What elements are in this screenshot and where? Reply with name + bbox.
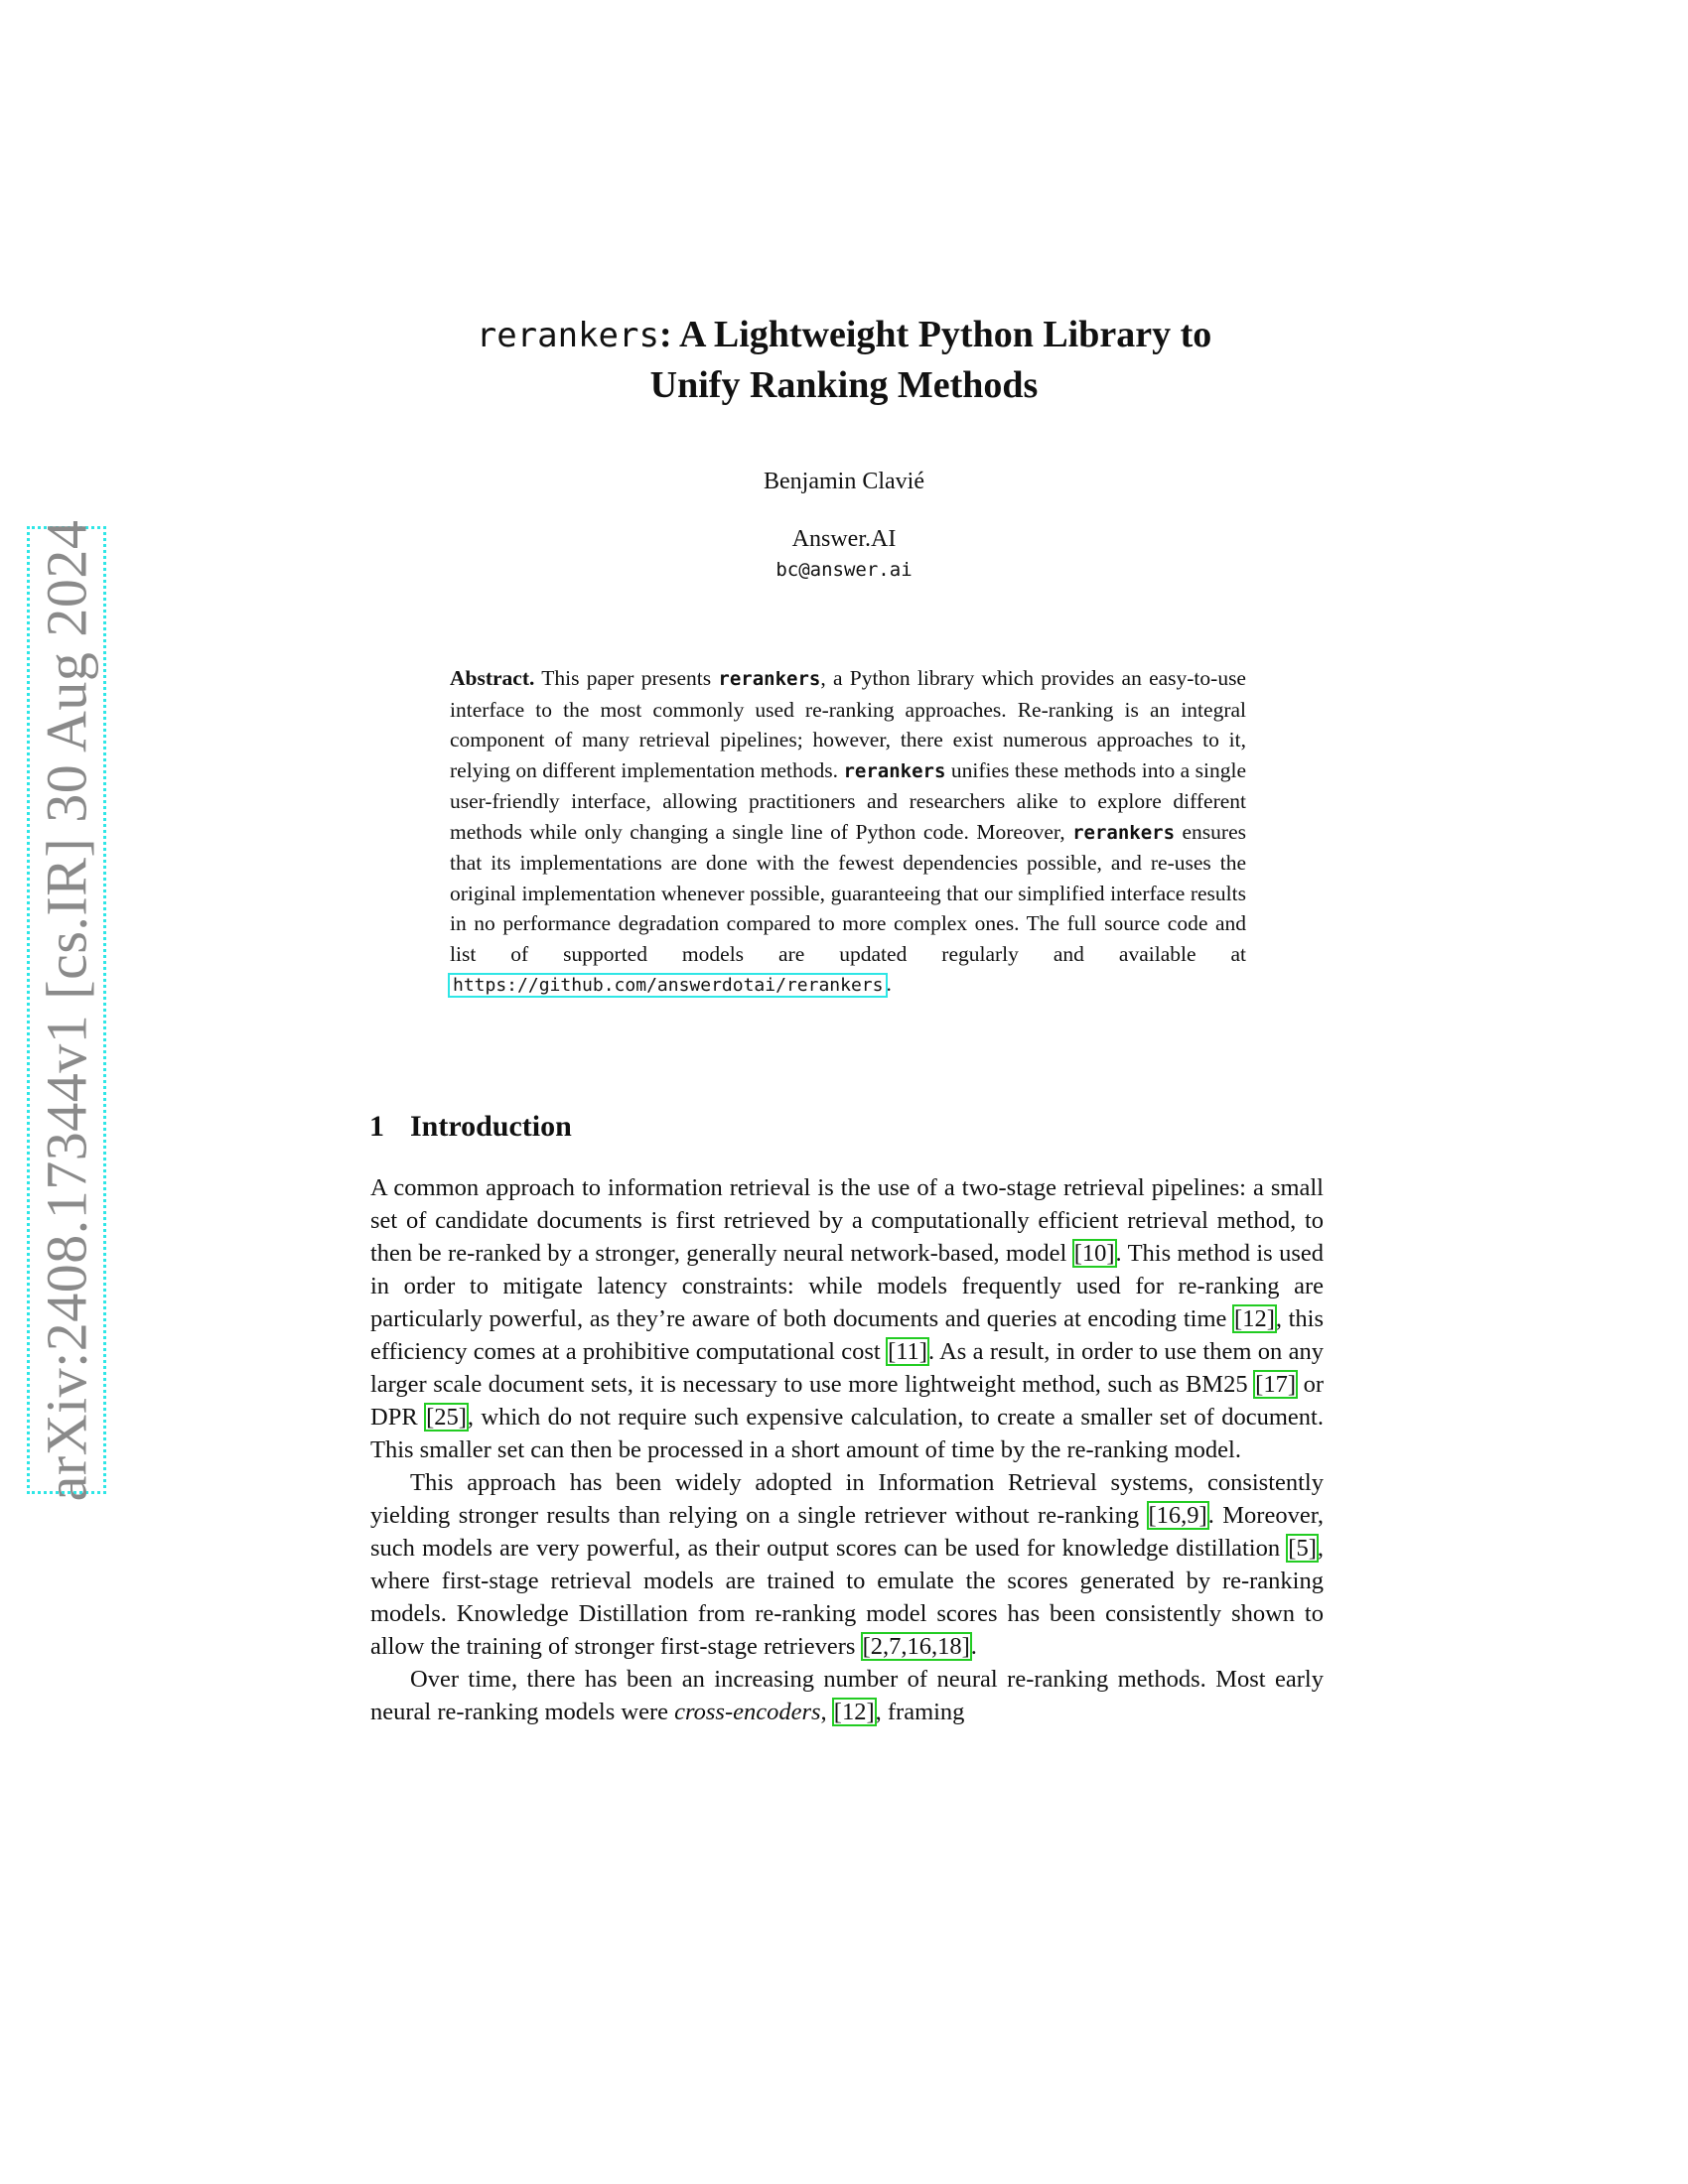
citation-link[interactable]: [2,7,16,18]	[862, 1633, 970, 1660]
title-line2: Unify Ranking Methods	[649, 364, 1039, 406]
paragraph-text: or DPR	[370, 1371, 1324, 1431]
paragraph	[370, 1663, 1324, 1728]
abstract-text: , a Python library which provides an easy-to-use interface to the most commonly used re-ranking approaches. Re-ranking is an integral component of many retrieval pipelines; however, there exist numerous approaches to it, relying on different implementation methods.	[450, 666, 1246, 782]
library-name: rerankers	[718, 668, 821, 690]
paragraph	[370, 1171, 1324, 1466]
paragraph-text: ,	[820, 1699, 833, 1725]
author-email: bc@answer.ai	[775, 559, 913, 581]
author-affiliation: Answer.AI	[791, 526, 897, 552]
library-name: rerankers	[843, 759, 946, 782]
emphasis-text: cross-encoders	[674, 1699, 821, 1725]
section-title: Introduction	[410, 1110, 572, 1143]
section-heading	[369, 1110, 572, 1144]
paper-title	[338, 310, 1350, 410]
paragraph-text: , this efficiency comes at a prohibitive computational cost	[370, 1305, 1324, 1365]
citation-link[interactable]: [11]	[888, 1338, 927, 1365]
title-line1: : A Lightweight Python Library to	[658, 314, 1212, 355]
abstract-text: This paper presents	[534, 666, 719, 690]
citation-link[interactable]: [25]	[426, 1404, 467, 1431]
arxiv-stamp[interactable]	[27, 519, 106, 1501]
paragraph-text: .	[970, 1633, 977, 1660]
paragraph-text: , which do not require such expensive calculation, to create a smaller set of document. This smaller set can then be processed in a short amount of time by the re-ranking model.	[370, 1404, 1324, 1463]
paragraph-text: This approach has been widely adopted in Information Retrieval systems, consistently yielding stronger results than relying on a single retriever without re-ranking	[370, 1469, 1324, 1529]
abstract	[450, 663, 1246, 1002]
title-library-name: rerankers	[476, 316, 659, 355]
abstract-label: Abstract.	[450, 666, 535, 690]
paragraph-text: . This method is used in order to mitigate latency constraints: while models frequently used for re-ranking are particularly powerful, as they’re aware of both documents and queries at encoding time	[370, 1240, 1325, 1332]
paragraph	[370, 1466, 1324, 1663]
citation-link[interactable]: [16,9]	[1148, 1502, 1207, 1529]
citation-link[interactable]: [5]	[1288, 1535, 1317, 1562]
github-link[interactable]: https://github.com/answerdotai/rerankers	[450, 975, 886, 996]
citation-link[interactable]: [10]	[1073, 1240, 1115, 1267]
paragraph-text: , framing	[875, 1699, 965, 1725]
abstract-text: unifies these methods into a single user-friendly interface, allowing practitioners and researchers alike to explore different methods while only changing a single line of Python code. Moreover,	[450, 757, 1246, 844]
introduction-body	[370, 1171, 1324, 1728]
citation-link[interactable]: [12]	[833, 1699, 875, 1725]
paragraph-text: , where first-stage retrieval models are trained to emulate the scores generated by re-ranking models. Knowledge Distillation from re-ranking model scores has been consistently shown to allow the training of stronger first-stage retrievers	[370, 1535, 1324, 1660]
abstract-text: ensures that its implementations are done with the fewest dependencies possible, and re-uses the original implementation whenever possible, guaranteeing that our simplified interface results in no performance degradation compared to more complex ones. The full source code and list of supported models are updated regularly and available at	[450, 819, 1246, 966]
citation-link[interactable]: [17]	[1255, 1371, 1296, 1398]
paragraph-text: . As a result, in order to use them on any larger scale document sets, it is necessary to use more lightweight method, such as BM25	[370, 1338, 1325, 1398]
paragraph-text: A common approach to information retrieval is the use of a two-stage retrieval pipelines: a small set of candidate documents is first retrieved by a computationally efficient retrieval method, to then be re-ranked by a stronger, generally neural network-based, model	[370, 1174, 1324, 1267]
citation-link[interactable]: [12]	[1234, 1305, 1275, 1332]
library-name: rerankers	[1072, 821, 1176, 844]
paragraph-text: Over time, there has been an increasing number of neural re-ranking methods. Most early neural re-ranking models were	[370, 1666, 1324, 1725]
arxiv-stamp-text: arXiv:2408.17344v1 [cs.IR] 30 Aug 2024	[34, 519, 99, 1501]
abstract-text: .	[886, 972, 892, 996]
author-name: Benjamin Clavié	[764, 469, 924, 494]
section-number: 1	[369, 1110, 384, 1143]
paragraph-text: . Moreover, such models are very powerful, as their output scores can be used for knowledge distillation	[370, 1502, 1324, 1562]
